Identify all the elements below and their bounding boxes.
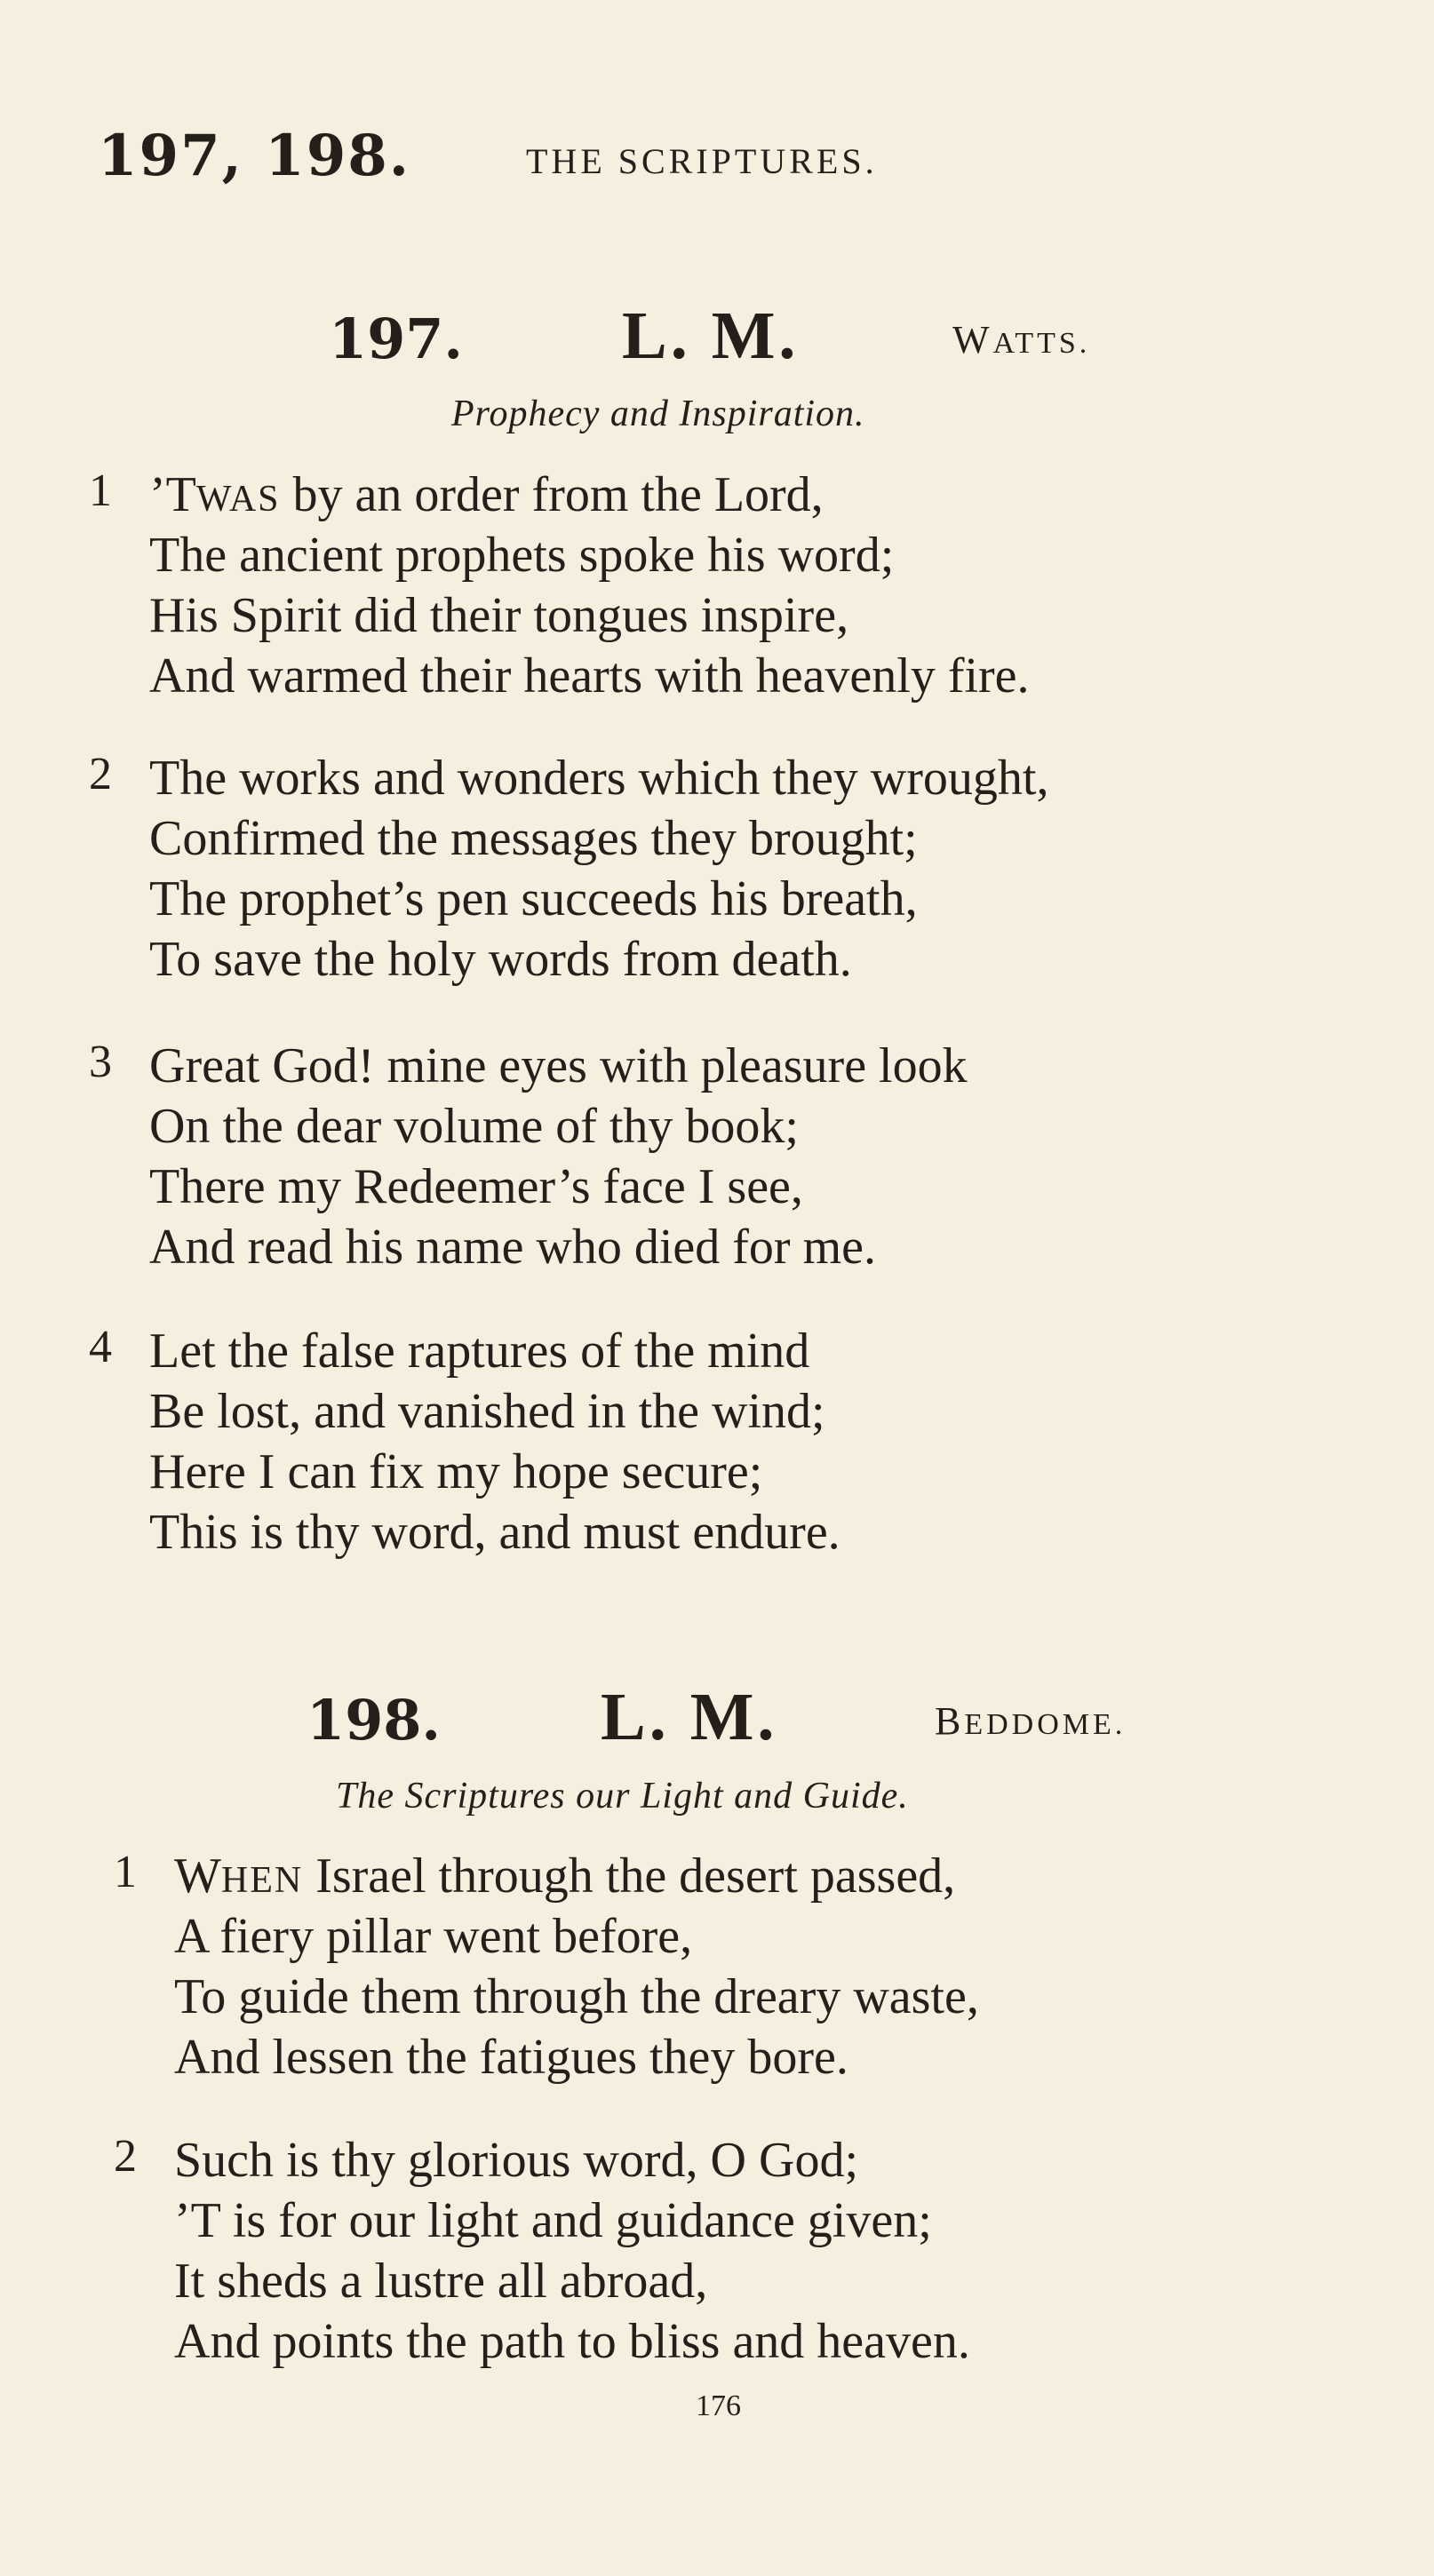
verse-line: It sheds a lustre all abroad, [174, 2254, 708, 2309]
running-section-title: THE SCRIPTURES. [526, 141, 878, 181]
hymn-197-subtitle: Prophecy and Inspiration. [451, 394, 865, 434]
verse-line: And points the path to bliss and heaven. [174, 2314, 970, 2369]
hymn-198-subtitle: The Scriptures our Light and Guide. [336, 1776, 909, 1817]
page-number: 176 [696, 2389, 741, 2422]
verse-line: His Spirit did their tongues inspire, [149, 588, 849, 643]
verse-line: A fiery pillar went before, [174, 1909, 693, 1964]
hymn-author: WATTS. [952, 318, 1091, 362]
verse-line: Let the false raptures of the mind [149, 1324, 810, 1379]
verse-number: 1 [89, 465, 112, 516]
verse-line: The prophet’s pen succeeds his breath, [149, 871, 918, 926]
verse-line: Great God! mine eyes with pleasure look [149, 1038, 968, 1093]
verse-line: This is thy word, and must endure. [149, 1505, 840, 1560]
hymn-meter: L. M. [601, 1680, 778, 1754]
verse-number: 2 [114, 2131, 137, 2182]
verse-number: 1 [114, 1847, 137, 1897]
verse-line: ’T is for our light and guidance given; [174, 2193, 932, 2248]
verse-line: And warmed their hearts with heavenly fire. [149, 648, 1030, 704]
verse-number: 4 [89, 1322, 112, 1372]
verse-line: There my Redeemer’s face I see, [149, 1159, 803, 1214]
hymn-meter: L. M. [622, 298, 800, 373]
verse-line: Here I can fix my hope secure; [149, 1444, 763, 1499]
hymn-number: 197. [329, 306, 464, 371]
verse-line: The ancient prophets spoke his word; [149, 528, 895, 583]
verse-line: And lessen the fatigues they bore. [174, 2030, 848, 2085]
hymn-198-heading [0, 1679, 1434, 1754]
verse-line: Confirmed the messages they brought; [149, 811, 918, 866]
verse-line: To save the holy words from death. [149, 932, 852, 987]
hymn-author: BEDDOME. [935, 1699, 1127, 1743]
verse-line: ’TWAS by an order from the Lord, [149, 467, 824, 522]
verse-line: WHEN Israel through the desert passed, [174, 1849, 956, 1904]
verse-line: Be lost, and vanished in the wind; [149, 1384, 825, 1439]
verse-number: 3 [89, 1037, 112, 1087]
verse-line: And read his name who died for me. [149, 1220, 876, 1275]
hymn-197-heading [0, 298, 1434, 373]
verse-line: To guide them through the dreary waste, [174, 1969, 979, 2024]
verse-line: On the dear volume of thy book; [149, 1099, 799, 1154]
hymn-number: 198. [307, 1688, 442, 1753]
running-hymn-numbers: 197, 198. [98, 123, 411, 189]
verse-number: 2 [89, 749, 112, 799]
verse-line: Such is thy glorious word, O God; [174, 2133, 858, 2188]
verse-line: The works and wonders which they wrought, [149, 751, 1049, 806]
